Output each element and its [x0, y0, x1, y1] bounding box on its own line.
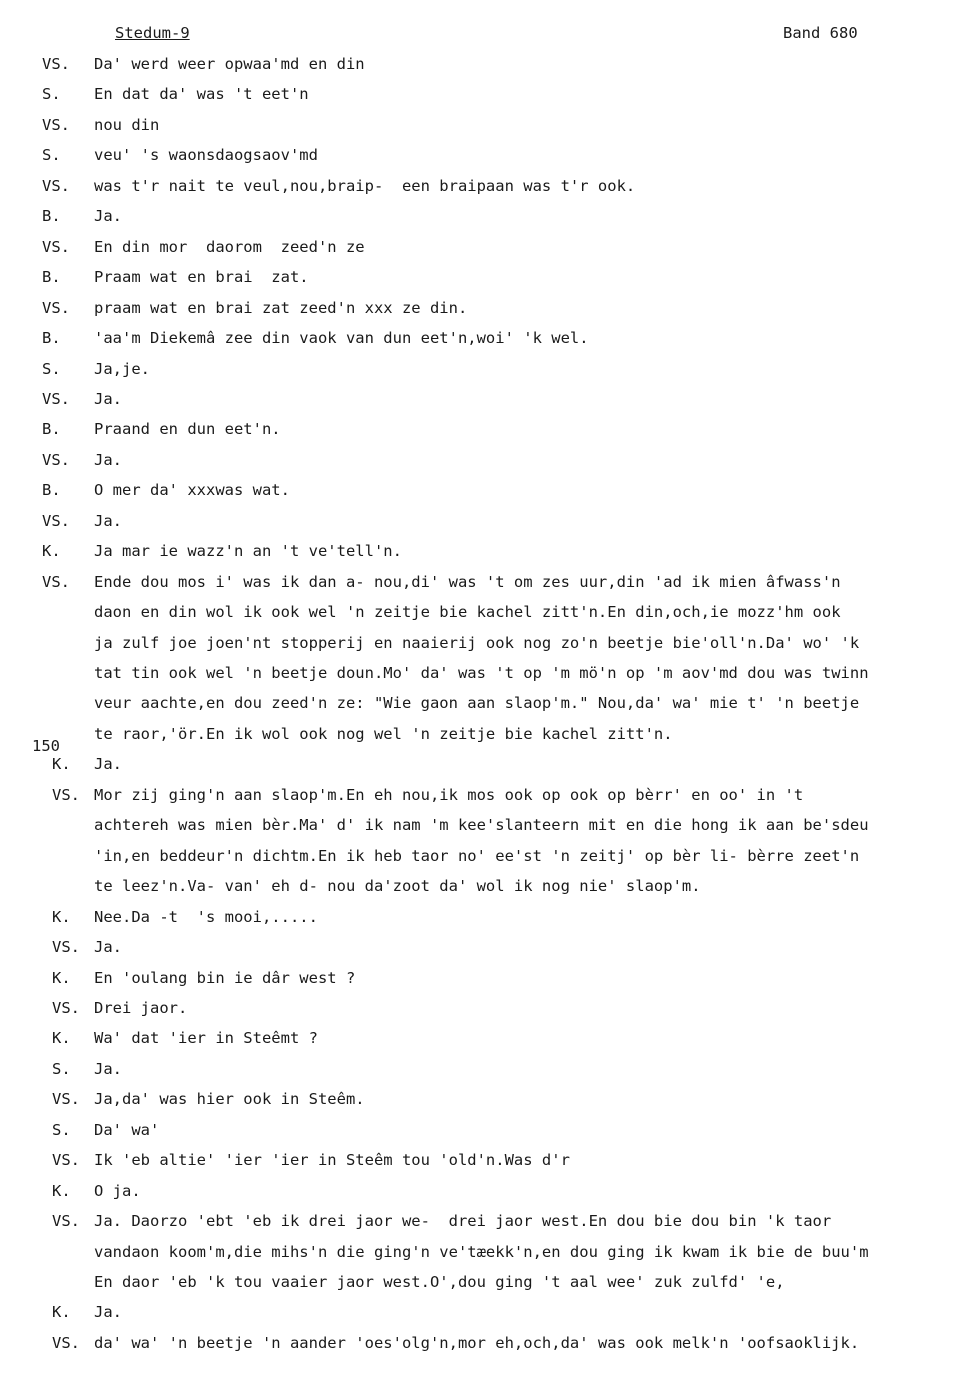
- utterance-text: te leez'n.Va- van' eh d- nou da'zoot da' wol ik nog nie' slaop'm.: [94, 877, 701, 896]
- transcript-line: [0, 55, 973, 79]
- speaker-label: K.: [52, 968, 71, 987]
- speaker-label: K.: [42, 542, 61, 561]
- transcript-line: [0, 664, 973, 688]
- transcript-line: [0, 877, 973, 901]
- speaker-label: B.: [42, 481, 61, 500]
- transcript-line: [0, 999, 973, 1023]
- utterance-text: Ja.: [94, 511, 122, 530]
- utterance-text: En 'oulang bin ie dâr west ?: [94, 968, 356, 987]
- speaker-label: B.: [42, 420, 61, 439]
- speaker-label: K.: [52, 907, 71, 926]
- speaker-label: K.: [52, 1303, 71, 1322]
- utterance-text: Ende dou mos i' was ik dan a- nou,di' was 't om zes uur,din 'ad ik mien âfwass'n: [94, 572, 841, 591]
- speaker-label: S.: [42, 359, 61, 378]
- utterance-text: daon en din wol ik ook wel 'n zeitje bie kachel zitt'n.En din,och,ie mozz'hm ook: [94, 603, 841, 622]
- transcript-line: [0, 786, 973, 810]
- speaker-label: B.: [42, 207, 61, 226]
- transcript-line: [0, 207, 973, 231]
- transcript-line: [0, 360, 973, 384]
- speaker-label: B.: [42, 268, 61, 287]
- utterance-text: Ja.: [94, 389, 122, 408]
- utterance-text: da' wa' 'n beetje 'n aander 'oes'olg'n,mor eh,och,da' was ook melk'n 'oofsaoklijk.: [94, 1333, 860, 1352]
- speaker-label: K.: [52, 755, 71, 774]
- utterance-text: Ja.: [94, 938, 122, 957]
- speaker-label: VS.: [42, 237, 70, 256]
- transcript-line: [0, 177, 973, 201]
- speaker-label: VS.: [52, 998, 80, 1017]
- transcript-line: [0, 938, 973, 962]
- utterance-text: achtereh was mien bèr.Ma' d' ik nam 'm kee'slanteern mit en die hong ik aan be'sdeu: [94, 816, 869, 835]
- speaker-label: VS.: [52, 1333, 80, 1352]
- transcript-line: [0, 85, 973, 109]
- transcript-line: [0, 1090, 973, 1114]
- utterance-text: Ja.: [94, 207, 122, 226]
- utterance-text: Ja.: [94, 1059, 122, 1078]
- transcript-line: [0, 481, 973, 505]
- transcript-line: [0, 1243, 973, 1267]
- utterance-text: Ja,da' was hier ook in Steêm.: [94, 1090, 365, 1109]
- band-number: Band 680: [783, 24, 858, 42]
- transcript-line: [0, 329, 973, 353]
- transcript-line: [0, 908, 973, 932]
- transcript-line: [0, 1121, 973, 1145]
- utterance-text: ja zulf joe joen'nt stopperij en naaierij ook nog zo'n beetje bie'oll'n.Da' wo' 'k: [94, 633, 860, 652]
- transcript-line: [0, 1029, 973, 1053]
- speaker-label: S.: [42, 146, 61, 165]
- utterance-text: Praam wat en brai zat.: [94, 268, 309, 287]
- utterance-text: En daor 'eb 'k tou vaaier jaor west.O',dou ging 't aal wee' zuk zulfd' 'e,: [94, 1273, 785, 1291]
- transcript-line: [0, 420, 973, 444]
- utterance-text: Da' werd weer opwaa'md en din: [94, 55, 365, 73]
- transcript-line: [0, 1182, 973, 1206]
- speaker-label: VS.: [42, 389, 70, 408]
- utterance-text: Praand en dun eet'n.: [94, 420, 281, 439]
- speaker-label: VS.: [42, 298, 70, 317]
- speaker-label: VS.: [52, 785, 80, 804]
- transcript-line: [0, 1273, 973, 1297]
- transcript-line: [0, 634, 973, 658]
- utterance-text: 'aa'm Diekemâ zee din vaok van dun eet'n,woi' 'k wel.: [94, 329, 589, 348]
- transcript-line: [0, 1334, 973, 1358]
- utterance-text: vandaon koom'm,die mihs'n die ging'n ve'tæekk'n,en dou ging ik kwam ik bie de buu'm: [94, 1242, 869, 1261]
- speaker-label: VS.: [52, 1090, 80, 1109]
- transcript-line: [0, 299, 973, 323]
- transcript-line: [0, 847, 973, 871]
- speaker-label: VS.: [52, 1212, 80, 1231]
- margin-line-number: 150: [32, 737, 60, 755]
- utterance-text: Da' wa': [94, 1120, 160, 1139]
- transcript-line: [0, 542, 973, 566]
- utterance-text: veu' 's waonsdaogsaov'md: [94, 146, 318, 165]
- speaker-label: VS.: [42, 115, 70, 134]
- speaker-label: VS.: [42, 511, 70, 530]
- transcript-line: [0, 969, 973, 993]
- speaker-label: B.: [42, 329, 61, 348]
- speaker-label: VS.: [52, 938, 80, 957]
- transcript-line: [0, 1060, 973, 1084]
- utterance-text: nou din: [94, 115, 160, 134]
- transcript-line: [0, 390, 973, 414]
- utterance-text: was t'r nait te veul,nou,braip- een braipaan was t'r ook.: [94, 176, 636, 195]
- transcript-line: [0, 573, 973, 597]
- transcript-line: [0, 146, 973, 170]
- utterance-text: veur aachte,en dou zeed'n ze: "Wie gaon aan slaop'm." Nou,da' wa' mie t' 'n beetje: [94, 694, 860, 713]
- transcript-line: [0, 116, 973, 140]
- utterance-text: Ja.: [94, 1303, 122, 1322]
- utterance-text: Ja,je.: [94, 359, 150, 378]
- transcript-line: [0, 238, 973, 262]
- speaker-label: K.: [52, 1029, 71, 1048]
- utterance-text: O ja.: [94, 1181, 141, 1200]
- transcript-line: [0, 512, 973, 536]
- speaker-label: S.: [52, 1120, 71, 1139]
- transcript-line: [0, 603, 973, 627]
- utterance-text: te raor,'ör.En ik wol ook nog wel 'n zeitje bie kachel zitt'n.: [94, 724, 673, 743]
- transcript-line: [0, 816, 973, 840]
- transcript-line: [0, 1151, 973, 1175]
- transcript-line: [0, 1212, 973, 1236]
- utterance-text: En dat da' was 't eet'n: [94, 85, 309, 104]
- speaker-label: VS.: [42, 450, 70, 469]
- transcript-line: [0, 694, 973, 718]
- utterance-text: Ja.: [94, 755, 122, 774]
- utterance-text: Ja.: [94, 450, 122, 469]
- speaker-label: K.: [52, 1181, 71, 1200]
- utterance-text: Drei jaor.: [94, 998, 188, 1017]
- transcript-line: [0, 725, 973, 749]
- speaker-label: S.: [42, 85, 61, 104]
- speaker-label: VS.: [42, 176, 70, 195]
- transcript-line: [0, 1303, 973, 1327]
- utterance-text: Ja. Daorzo 'ebt 'eb ik drei jaor we- drei jaor west.En dou bie dou bin 'k taor: [94, 1212, 832, 1231]
- speaker-label: VS.: [52, 1151, 80, 1170]
- utterance-text: tat tin ook wel 'n beetje doun.Mo' da' was 't op 'm mö'n op 'm aov'md dou was twinn: [94, 664, 869, 682]
- speaker-label: VS.: [42, 572, 70, 591]
- utterance-text: Mor zij ging'n aan slaop'm.En eh nou,ik mos ook op ook op bèrr' en oo' in 't: [94, 785, 804, 804]
- speaker-label: VS.: [42, 55, 70, 73]
- transcript-line: [0, 268, 973, 292]
- utterance-text: 'in,en beddeur'n dichtm.En ik heb taor no' ee'st 'n zeitj' op bèr li- bèrre zeet'n: [94, 846, 860, 865]
- utterance-text: O mer da' xxxwas wat.: [94, 481, 290, 500]
- utterance-text: En din mor daorom zeed'n ze: [94, 237, 365, 256]
- transcript-line: [0, 755, 973, 779]
- utterance-text: Nee.Da -t 's mooi,.....: [94, 907, 318, 926]
- utterance-text: Ik 'eb altie' 'ier 'ier in Steêm tou 'old'n.Was d'r: [94, 1151, 570, 1170]
- utterance-text: Wa' dat 'ier in Steêmt ?: [94, 1029, 318, 1048]
- page-title: Stedum-9: [115, 24, 190, 42]
- utterance-text: praam wat en brai zat zeed'n xxx ze din.: [94, 298, 468, 317]
- utterance-text: Ja mar ie wazz'n an 't ve'tell'n.: [94, 542, 402, 561]
- speaker-label: S.: [52, 1059, 71, 1078]
- transcript-line: [0, 451, 973, 475]
